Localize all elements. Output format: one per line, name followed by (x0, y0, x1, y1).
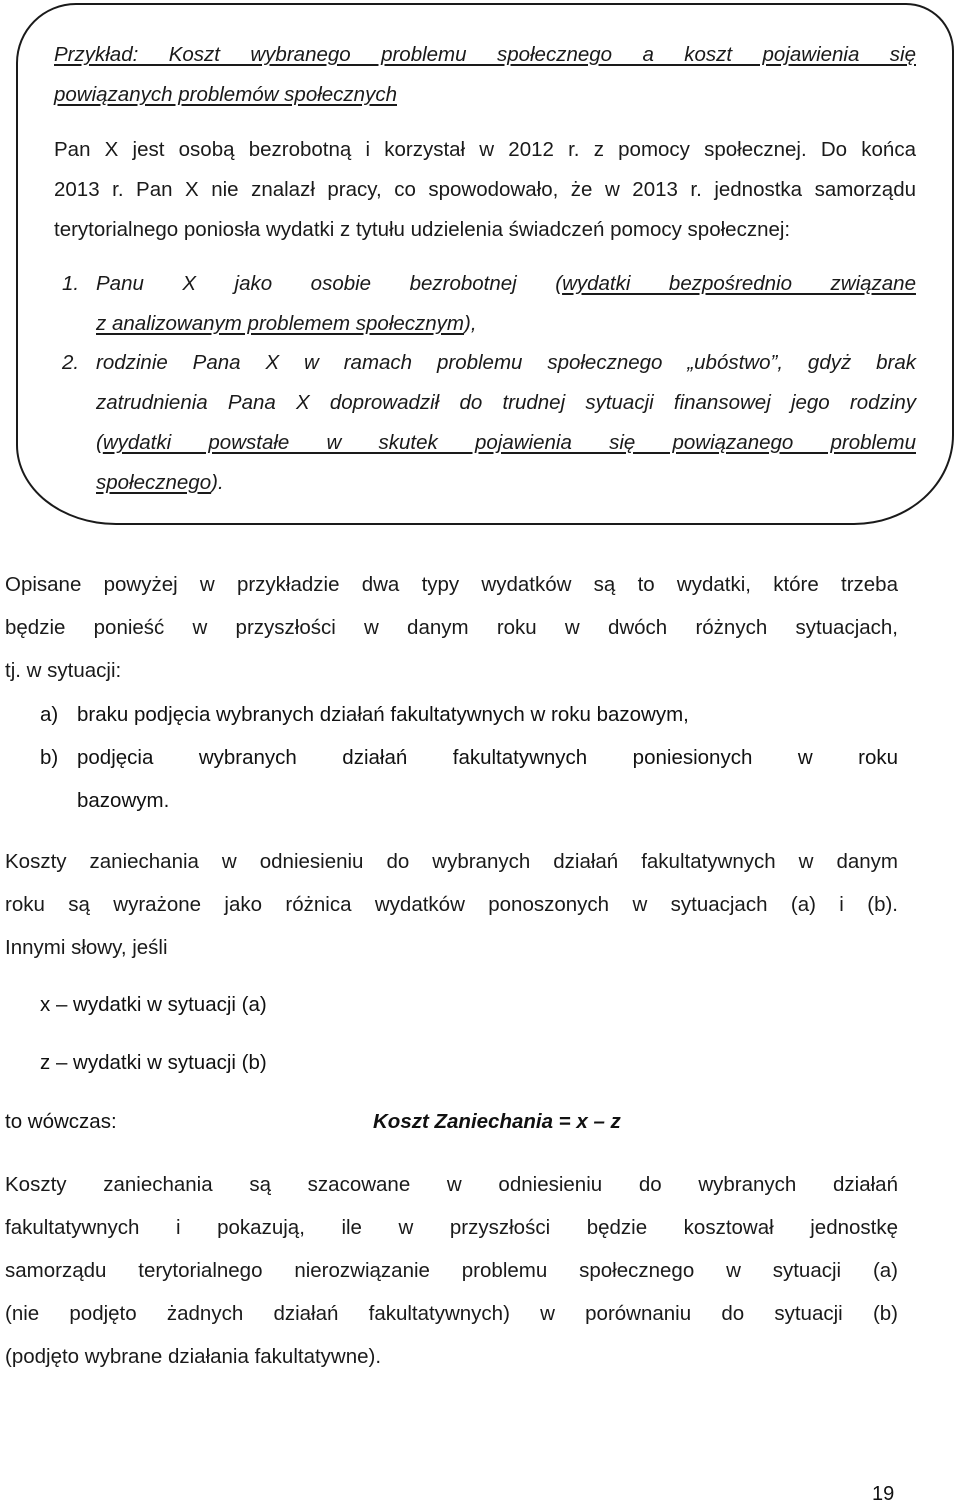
paragraph-line: (nie podjęto żadnych działań fakultatywnych) w porównaniu do sytuacji (b) (5, 1302, 898, 1325)
example-intro-line: 2013 r. Pan X nie znalazł pracy, co spowodowało, że w 2013 r. jednostka samorządu (54, 178, 916, 201)
list-item-a (40, 693, 898, 736)
list-line: podjęcia wybranych działań fakultatywnych poniesionych w roku (77, 746, 898, 769)
item-text: ), (464, 312, 477, 335)
item-text: ). (211, 471, 224, 494)
example-intro-line: Pan X jest osobą bezrobotną i korzystał w 2012 r. z pomocy społecznej. Do końca (54, 138, 916, 161)
formula-intro: to wówczas: (5, 1110, 117, 1133)
example-item-line (96, 264, 916, 304)
example-title-line: Przykład: Koszt wybranego problemu społecznego a koszt pojawienia się (54, 43, 916, 66)
definition-x: x – wydatki w sytuacji (a) (40, 993, 267, 1016)
example-item-1 (62, 264, 916, 344)
list-label: b) (40, 746, 59, 769)
paragraph-1 (5, 563, 898, 692)
page-number: 19 (872, 1483, 895, 1505)
example-item-2 (62, 343, 916, 503)
paragraph-line: samorządu terytorialnego nierozwiązanie problemu społecznego w sytuacji (a) (5, 1259, 898, 1282)
list-line: bazowym. (77, 789, 170, 812)
list-line: braku podjęcia wybranych działań fakultatywnych w roku bazowym, (77, 703, 689, 726)
item-text-underlined: wydatki bezpośrednio związane (562, 272, 916, 295)
example-item-line (96, 423, 916, 463)
definition-z: z – wydatki w sytuacji (b) (40, 1051, 267, 1074)
list-label: a) (40, 703, 59, 726)
example-item-line (96, 304, 916, 344)
paragraph-line: tj. w sytuacji: (5, 659, 122, 682)
item-text: Panu X jako osobie bezrobotnej ( (96, 272, 563, 295)
example-item-line (96, 463, 916, 503)
item-number: 1. (62, 272, 80, 295)
item-text-underlined: społecznego (96, 471, 212, 494)
paragraph-line: Koszty zaniechania są szacowane w odniesieniu do wybranych działań (5, 1173, 898, 1196)
example-intro (54, 130, 916, 250)
example-item-line: rodzinie Pana X w ramach problemu społecznego „ubóstwo”, gdyż brak (96, 351, 916, 374)
paragraph-line: Koszty zaniechania w odniesieniu do wybranych działań fakultatywnych w danym (5, 850, 898, 873)
paragraph-line: będzie ponieść w przyszłości w danym roku w dwóch różnych sytuacjach, (5, 616, 898, 639)
example-box (16, 3, 954, 525)
formula: Koszt Zaniechania = x – z (373, 1110, 621, 1133)
example-item-line: zatrudnienia Pana X doprowadził do trudnej sytuacji finansowej jego rodziny (96, 391, 916, 414)
paragraph-3 (5, 1163, 898, 1378)
item-text: ( (96, 431, 103, 454)
item-text-underlined: z analizowanym problemem społecznym (96, 312, 465, 335)
paragraph-line: roku są wyrażone jako różnica wydatków ponoszonych w sytuacjach (a) i (b). (5, 893, 898, 916)
example-title-line: powiązanych problemów społecznych (54, 83, 397, 106)
paragraph-line: fakultatywnych i pokazują, ile w przyszłości będzie kosztował jednostkę (5, 1216, 898, 1239)
paragraph-2 (5, 840, 898, 969)
example-intro-line: terytorialnego poniosła wydatki z tytułu udzielenia świadczeń pomocy społecznej: (54, 218, 791, 241)
paragraph-line: (podjęto wybrane działania fakultatywne). (5, 1345, 382, 1368)
list-item-b (40, 736, 898, 822)
example-title (54, 35, 916, 115)
item-number: 2. (62, 351, 80, 374)
paragraph-line: Innymi słowy, jeśli (5, 936, 168, 959)
paragraph-line: Opisane powyżej w przykładzie dwa typy wydatków są to wydatki, które trzeba (5, 573, 898, 596)
item-text-underlined: wydatki powstałe w skutek pojawienia się powiązanego problemu (102, 431, 916, 454)
